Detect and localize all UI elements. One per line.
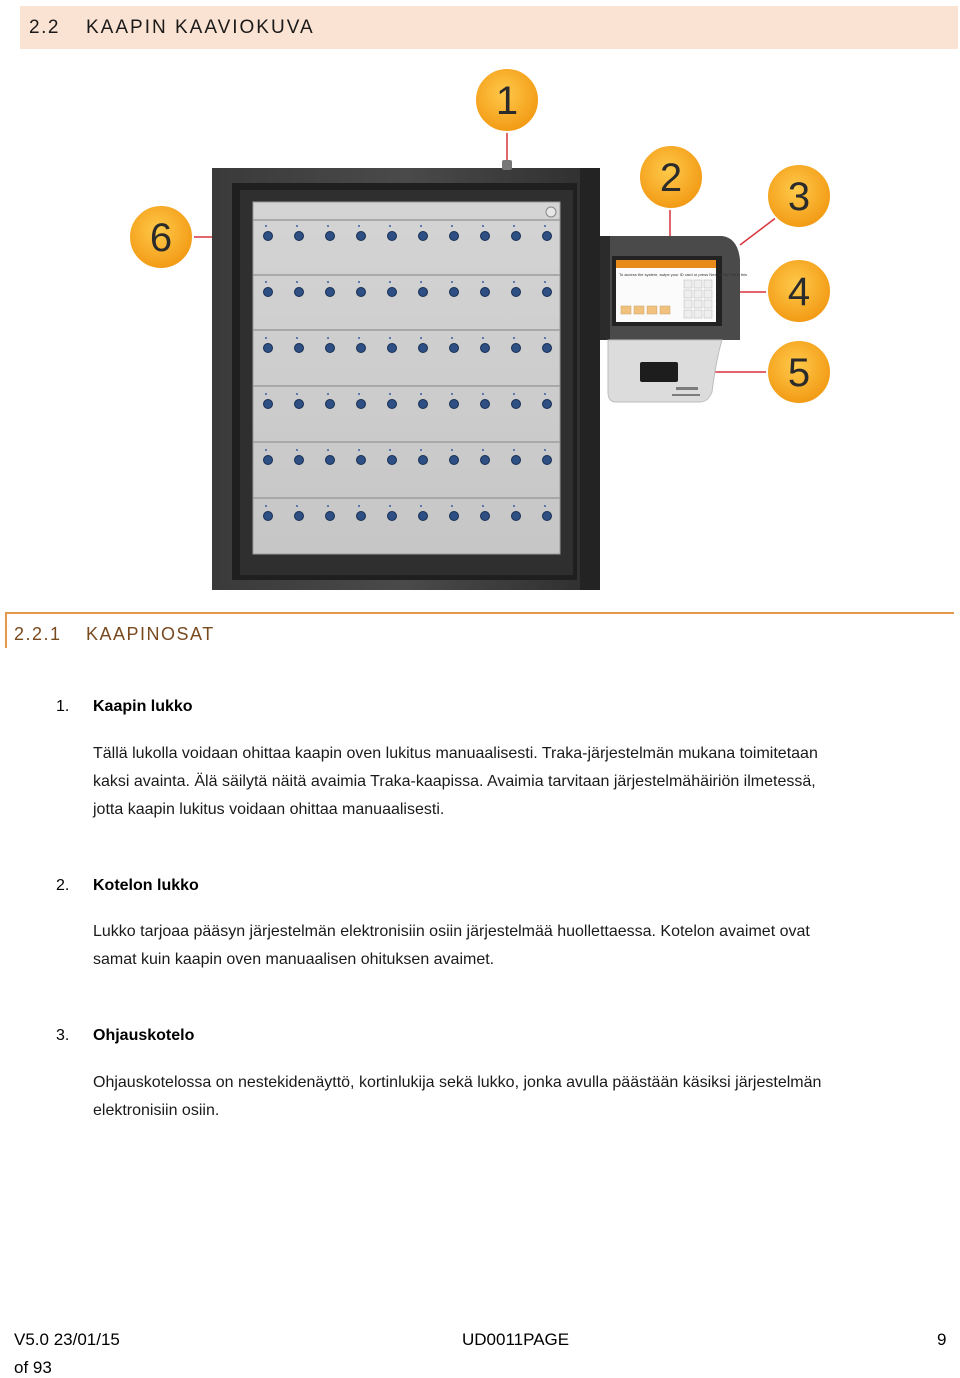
receptor-led: [544, 281, 546, 283]
receptor-led: [265, 393, 267, 395]
key-receptor: [264, 232, 273, 241]
receptor-led: [420, 281, 422, 283]
receptor-led: [482, 393, 484, 395]
section-title: KAAPIN KAAVIOKUVA: [86, 17, 315, 38]
key-receptor: [481, 456, 490, 465]
item-3-title: Ohjauskotelo: [93, 1027, 195, 1044]
key-receptor: [419, 288, 428, 297]
section-number: 2.2: [29, 17, 60, 38]
footer-page-total: of 93: [14, 1358, 52, 1377]
receptor-led: [482, 281, 484, 283]
receptor-led: [451, 505, 453, 507]
keypad-key: [704, 280, 712, 288]
key-receptor: [295, 344, 304, 353]
receptor-led: [451, 393, 453, 395]
receptor-led: [358, 449, 360, 451]
callout-4: [767, 259, 831, 323]
receptor-led: [544, 225, 546, 227]
callout-5: [767, 340, 831, 404]
keypad-key: [704, 290, 712, 298]
key-receptor: [512, 288, 521, 297]
key-receptor: [543, 400, 552, 409]
key-receptor: [264, 400, 273, 409]
item-1-title: Kaapin lukko: [93, 698, 193, 715]
key-receptor: [481, 288, 490, 297]
key-receptor: [326, 344, 335, 353]
text-line: kaksi avainta. Älä säilytä näitä avaimia Traka-kaapissa. Avaimia tarvitaan järjestelmähäiriön ilmetessä,: [93, 773, 816, 790]
keypad-key: [694, 290, 702, 298]
receptor-led: [265, 281, 267, 283]
key-receptor: [357, 288, 366, 297]
keypad-key: [694, 310, 702, 318]
key-receptor: [543, 288, 552, 297]
receptor-led: [420, 337, 422, 339]
control-pod: [600, 236, 747, 402]
key-receptor: [264, 456, 273, 465]
text-line: elektronisiin osiin.: [93, 1102, 220, 1119]
callout-2: [639, 145, 703, 209]
receptor-led: [513, 281, 515, 283]
receptor-led: [513, 449, 515, 451]
callout-6: [129, 205, 193, 269]
receptor-led: [420, 505, 422, 507]
keypad-key: [704, 300, 712, 308]
footer-page-number: 9: [937, 1330, 947, 1349]
key-receptor: [388, 344, 397, 353]
item-3-number: 3.: [56, 1027, 70, 1044]
section-header: [20, 6, 958, 49]
receptor-led: [482, 225, 484, 227]
receptor-led: [358, 393, 360, 395]
receptor-led: [451, 225, 453, 227]
receptor-led: [482, 449, 484, 451]
receptor-led: [296, 337, 298, 339]
svg-text:6: 6: [149, 216, 173, 260]
item-2-number: 2.: [56, 877, 70, 894]
callout-3: [767, 164, 831, 228]
receptor-led: [389, 449, 391, 451]
text-line: jotta kaapin lukitus voidaan ohittaa manuaalisesti.: [93, 801, 445, 818]
key-receptor: [419, 232, 428, 241]
key-receptor: [357, 232, 366, 241]
key-receptor: [450, 344, 459, 353]
subsection-title: KAAPINOSAT: [86, 624, 215, 644]
key-receptor: [543, 456, 552, 465]
key-receptor: [295, 400, 304, 409]
receptor-led: [296, 225, 298, 227]
receptor-led: [327, 225, 329, 227]
receptor-led: [389, 505, 391, 507]
receptor-led: [544, 393, 546, 395]
key-receptor: [388, 400, 397, 409]
receptor-led: [544, 505, 546, 507]
receptor-led: [544, 337, 546, 339]
text-line: Tällä lukolla voidaan ohittaa kaapin oven lukitus manuaalisesti. Traka-järjestelmän mukana toimitetaan: [93, 745, 818, 762]
svg-text:1: 1: [495, 79, 519, 123]
receptor-led: [296, 281, 298, 283]
key-receptor: [295, 456, 304, 465]
key-receptor: [264, 512, 273, 521]
receptor-led: [265, 505, 267, 507]
key-receptor: [326, 400, 335, 409]
key-receptor: [357, 456, 366, 465]
receptor-led: [513, 337, 515, 339]
receptor-led: [265, 337, 267, 339]
receptor-led: [265, 225, 267, 227]
key-receptor: [326, 512, 335, 521]
text-line: Lukko tarjoaa pääsyn järjestelmän elektronisiin osiin järjestelmää huollettaessa. Kotelon avaimet ovat: [93, 923, 810, 940]
key-receptor: [388, 232, 397, 241]
receptor-led: [513, 505, 515, 507]
receptor-led: [327, 281, 329, 283]
text-line: samat kuin kaapin oven manuaalisen ohituksen avaimet.: [93, 951, 495, 968]
footer-version: V5.0 23/01/15: [14, 1330, 120, 1349]
receptor-led: [389, 225, 391, 227]
key-receptor: [481, 344, 490, 353]
keypad-key: [694, 280, 702, 288]
receptor-led: [420, 393, 422, 395]
svg-text:3: 3: [787, 175, 811, 219]
receptor-led: [358, 225, 360, 227]
keypad-key: [684, 280, 692, 288]
cabinet: [212, 160, 600, 590]
receptor-led: [420, 225, 422, 227]
key-receptor: [481, 512, 490, 521]
receptor-led: [389, 393, 391, 395]
text-line: Ohjauskotelossa on nestekidenäyttö, kortinlukija sekä lukko, jonka avulla päästään käsiksi järjestelmän: [93, 1074, 822, 1091]
receptor-led: [358, 337, 360, 339]
key-receptor: [357, 512, 366, 521]
item-2-title: Kotelon lukko: [93, 877, 199, 894]
receptor-led: [389, 337, 391, 339]
key-receptor: [419, 456, 428, 465]
key-receptor: [295, 232, 304, 241]
receptor-led: [296, 393, 298, 395]
receptor-led: [358, 505, 360, 507]
receptor-led: [327, 449, 329, 451]
keypad-key: [694, 300, 702, 308]
receptor-led: [451, 281, 453, 283]
key-receptor: [419, 512, 428, 521]
keypad-key: [684, 310, 692, 318]
receptor-led: [482, 337, 484, 339]
key-receptor: [388, 456, 397, 465]
key-receptor: [264, 288, 273, 297]
key-receptor: [450, 456, 459, 465]
key-receptor: [326, 288, 335, 297]
key-receptor: [326, 456, 335, 465]
key-receptor: [419, 400, 428, 409]
key-receptor: [326, 232, 335, 241]
receptor-led: [358, 281, 360, 283]
cabinet-diagram: [0, 60, 960, 600]
key-receptor: [543, 232, 552, 241]
keypad-key: [684, 290, 692, 298]
lock-icon: [546, 207, 556, 217]
item-1-number: 1.: [56, 698, 70, 715]
receptor-led: [327, 393, 329, 395]
key-receptor: [357, 344, 366, 353]
receptor-led: [265, 449, 267, 451]
keypad-key: [684, 300, 692, 308]
key-receptor: [419, 344, 428, 353]
key-receptor: [481, 400, 490, 409]
key-receptor: [512, 232, 521, 241]
key-receptor: [512, 400, 521, 409]
receptor-led: [389, 281, 391, 283]
svg-text:2: 2: [659, 156, 683, 200]
receptor-led: [513, 225, 515, 227]
key-receptor: [512, 344, 521, 353]
svg-text:4: 4: [787, 270, 811, 314]
receptor-led: [296, 449, 298, 451]
receptor-led: [296, 505, 298, 507]
receptor-led: [327, 337, 329, 339]
key-receptor: [295, 288, 304, 297]
key-receptor: [450, 232, 459, 241]
receptor-led: [327, 505, 329, 507]
receptor-led: [420, 449, 422, 451]
receptor-led: [513, 393, 515, 395]
receptor-led: [451, 449, 453, 451]
key-receptor: [481, 232, 490, 241]
item-3-description: [93, 1069, 948, 1125]
subsection-header: [5, 612, 954, 648]
key-receptor: [543, 344, 552, 353]
item-2-description: [93, 918, 948, 974]
receptor-led: [544, 449, 546, 451]
key-receptor: [264, 344, 273, 353]
receptor-led: [482, 505, 484, 507]
key-receptor: [512, 456, 521, 465]
receptor-led: [451, 337, 453, 339]
screen-text: To access the system, swipe your ID card or press Next in No PIN is this: [619, 272, 748, 277]
key-receptor: [450, 400, 459, 409]
keypad-key: [704, 310, 712, 318]
subsection-number: 2.2.1: [14, 624, 62, 644]
callout-1: [475, 68, 539, 132]
cabinet-lock: [502, 160, 512, 170]
svg-text:5: 5: [787, 351, 811, 395]
key-receptor: [295, 512, 304, 521]
key-receptor: [388, 288, 397, 297]
key-receptor: [543, 512, 552, 521]
card-reader: [640, 362, 678, 382]
key-receptor: [450, 288, 459, 297]
key-receptor: [357, 400, 366, 409]
key-receptor: [388, 512, 397, 521]
item-1-description: [93, 740, 948, 824]
key-receptor: [512, 512, 521, 521]
key-receptor: [450, 512, 459, 521]
footer-doc-id: UD0011PAGE: [462, 1330, 570, 1349]
